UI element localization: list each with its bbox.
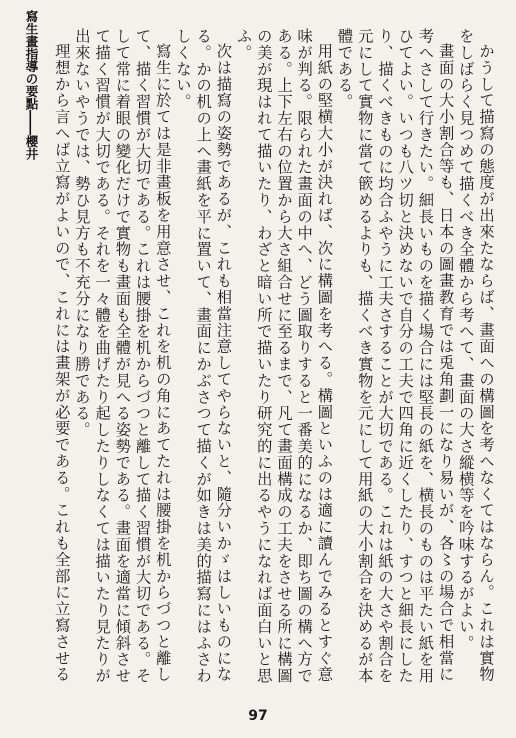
running-title: 寫生畫指導の要點――櫻井 — [24, 10, 39, 160]
paragraph: 畫面の大小割合等も、日本の圖畫教育では兎角劃一になり易いが、各〻の場合で相當に考へさして行きたい。細長いものを描く場合には堅長の紙を、横長のものは平たい紙を用ひてよい。いつも八ツ切と決めないで自分の工夫で四角に近くしたり、すつと細長にしたり、描くべきものに均合ふやうに工夫さすることが大切である。これは紙の大さや割合を元にして實物に當て篏めるよりも、描くべき實物を元にして用紙の大小割合を決めるが本體である。 — [335, 28, 455, 684]
paragraph: 用紙の堅横大小が決れば、次に構圖を考へる。構圖といふのは適に讀んでみるとすぐ意味が判る。限られた畫面の中へ、どう圖取りすると一番美的になるか、即ち圖の構へ方である。上下左右の位置から大さ組合せに至るまで、凡て畫面構成の工夫をさせる所に構圖の美が現はれて描いたり、わざと暗い所で描いたり研究的に出るやうになれば面白いと思ふ。 — [234, 28, 334, 684]
paragraph: かうして描寫の態度が出來たならば、畫面への構圖を考へなくてはならん。これは實物をしばらく見つめて描くべき全體から考へて、畫面の大さ縱横等を吟味するがよい。 — [456, 28, 495, 683]
article-body — [50, 28, 496, 698]
paragraph: 次は描寫の姿勢であるが、これも相當注意してやらないと、隨分いかゞはしいものになる。かの机の上へ畫紙を平に置いて、畫面にかぶさつて描くが如きは美的描寫にはふさわしくない。 — [173, 28, 233, 684]
page-number: 97 — [248, 708, 268, 724]
paragraph: 寫生に於ては是非畫板を用意させ、これを机の角にあてたれは腰掛を机からづつと離して、描く習慣が大切である。これは腰掛を机からづつと離して描く習慣が大切である。そして常に着眼の變化だけで實物も畫面も全體が見へる姿勢である。畫面を適當に傾斜させて描く習慣が大切である。それを一々體を曲げたり起したりしなくては描いたり見たりが出來ないやうでは、勢ひ見方も不充分になり勝である。 — [72, 28, 172, 684]
paragraph: 理想から言へば立寫がよいので、これには畫架が必要である。これも全部に立寫させる — [52, 43, 71, 683]
